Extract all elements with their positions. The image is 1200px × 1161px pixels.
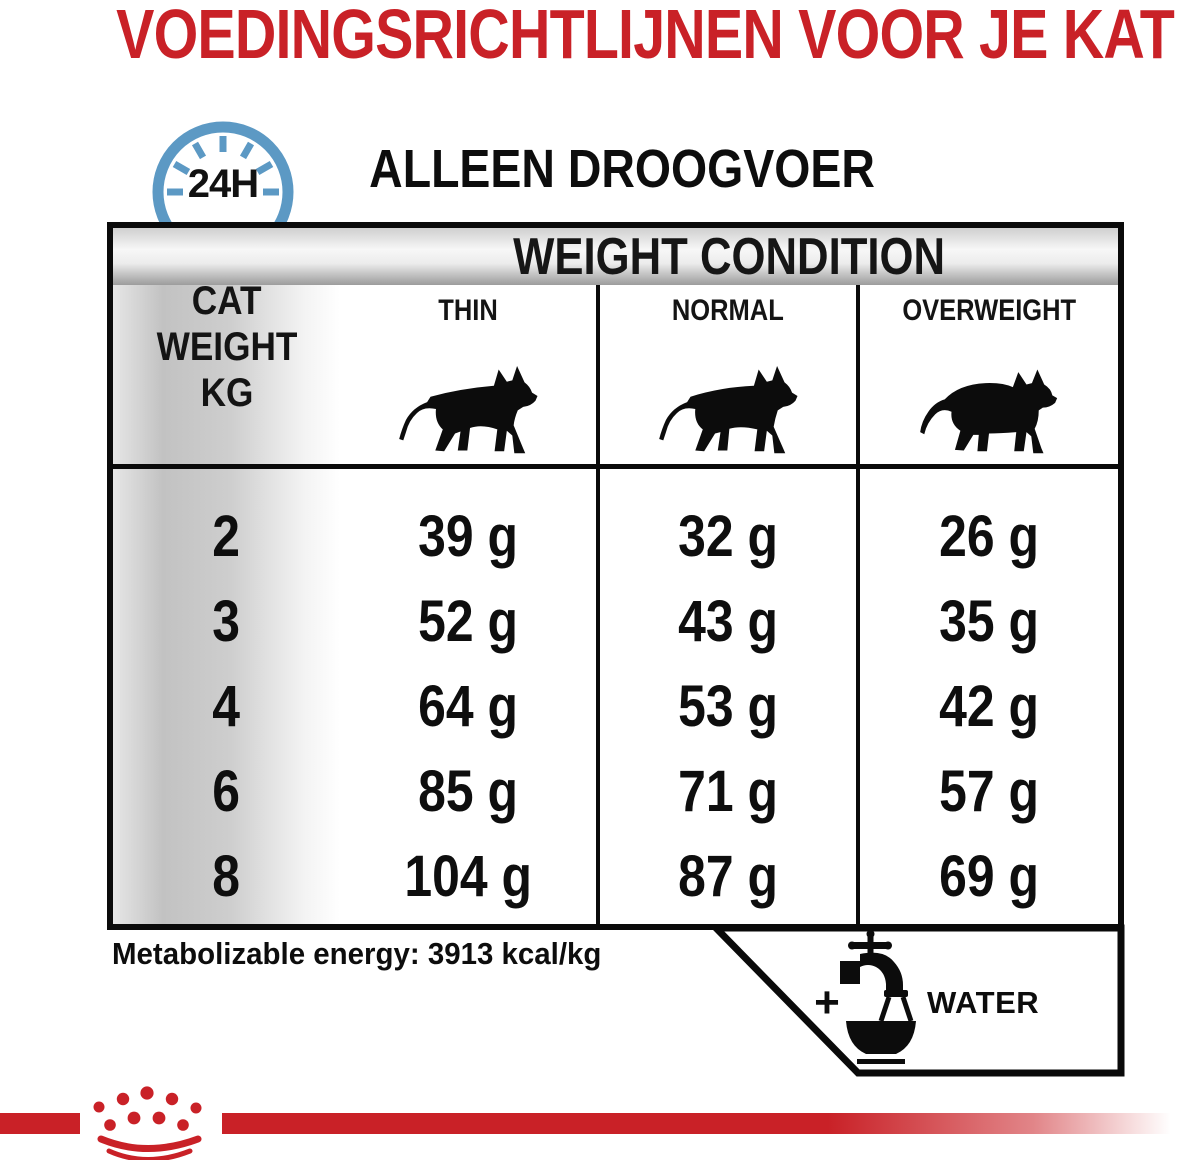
cat-overweight-icon: [910, 364, 1068, 456]
cell-kg: 3: [212, 589, 241, 654]
cell-normal: 87 g: [678, 844, 778, 909]
column-header-normal: NORMAL: [672, 294, 784, 327]
cell-overweight: 26 g: [939, 504, 1039, 569]
water-label: WATER: [927, 985, 1040, 1020]
table-row: [113, 671, 1118, 743]
page-title: VOEDINGSRICHTLIJNEN VOOR JE KAT: [116, 0, 1174, 73]
cell-kg: 6: [212, 759, 241, 824]
cell-thin: 104 g: [404, 844, 532, 909]
column-header-overweight: OVERWEIGHT: [902, 294, 1076, 327]
table-row: [113, 841, 1118, 913]
cell-normal: 43 g: [678, 589, 778, 654]
column-header-thin: THIN: [438, 294, 498, 327]
table-row: [113, 586, 1118, 658]
cell-normal: 32 g: [678, 504, 778, 569]
metabolizable-energy-note: Metabolizable energy: 3913 kcal/kg: [112, 936, 602, 971]
cell-overweight: 69 g: [939, 844, 1039, 909]
cat-thin-icon: [395, 364, 541, 456]
cell-overweight: 57 g: [939, 759, 1039, 824]
cell-thin: 52 g: [418, 589, 518, 654]
cell-normal: 53 g: [678, 674, 778, 739]
subtitle: ALLEEN DROOGVOER: [369, 139, 875, 199]
cell-kg: 2: [212, 504, 241, 569]
royal-canin-crown-icon: [86, 1082, 232, 1160]
table-row: [113, 756, 1118, 828]
plus-icon: +: [814, 978, 840, 1027]
cat-normal-icon: [653, 364, 803, 456]
feeding-table: [107, 222, 1124, 930]
cell-kg: 4: [212, 674, 241, 739]
table-row: [113, 501, 1118, 573]
cell-thin: 39 g: [418, 504, 518, 569]
water-panel: [700, 918, 1130, 1088]
cell-normal: 71 g: [678, 759, 778, 824]
cell-kg: 8: [212, 844, 241, 909]
cell-overweight: 42 g: [939, 674, 1039, 739]
red-stripe-right: [222, 1113, 1200, 1134]
cell-thin: 64 g: [418, 674, 518, 739]
cell-thin: 85 g: [418, 759, 518, 824]
clock-label: 24H: [187, 162, 259, 206]
header-separator-line: [113, 464, 1118, 469]
red-stripe-left: [0, 1113, 80, 1134]
cell-overweight: 35 g: [939, 589, 1039, 654]
weight-condition-title: WEIGHT CONDITION: [513, 227, 945, 286]
cat-weight-kg-header: CAT WEIGHT KG: [156, 279, 297, 415]
water-panel-border: [716, 928, 1121, 1073]
